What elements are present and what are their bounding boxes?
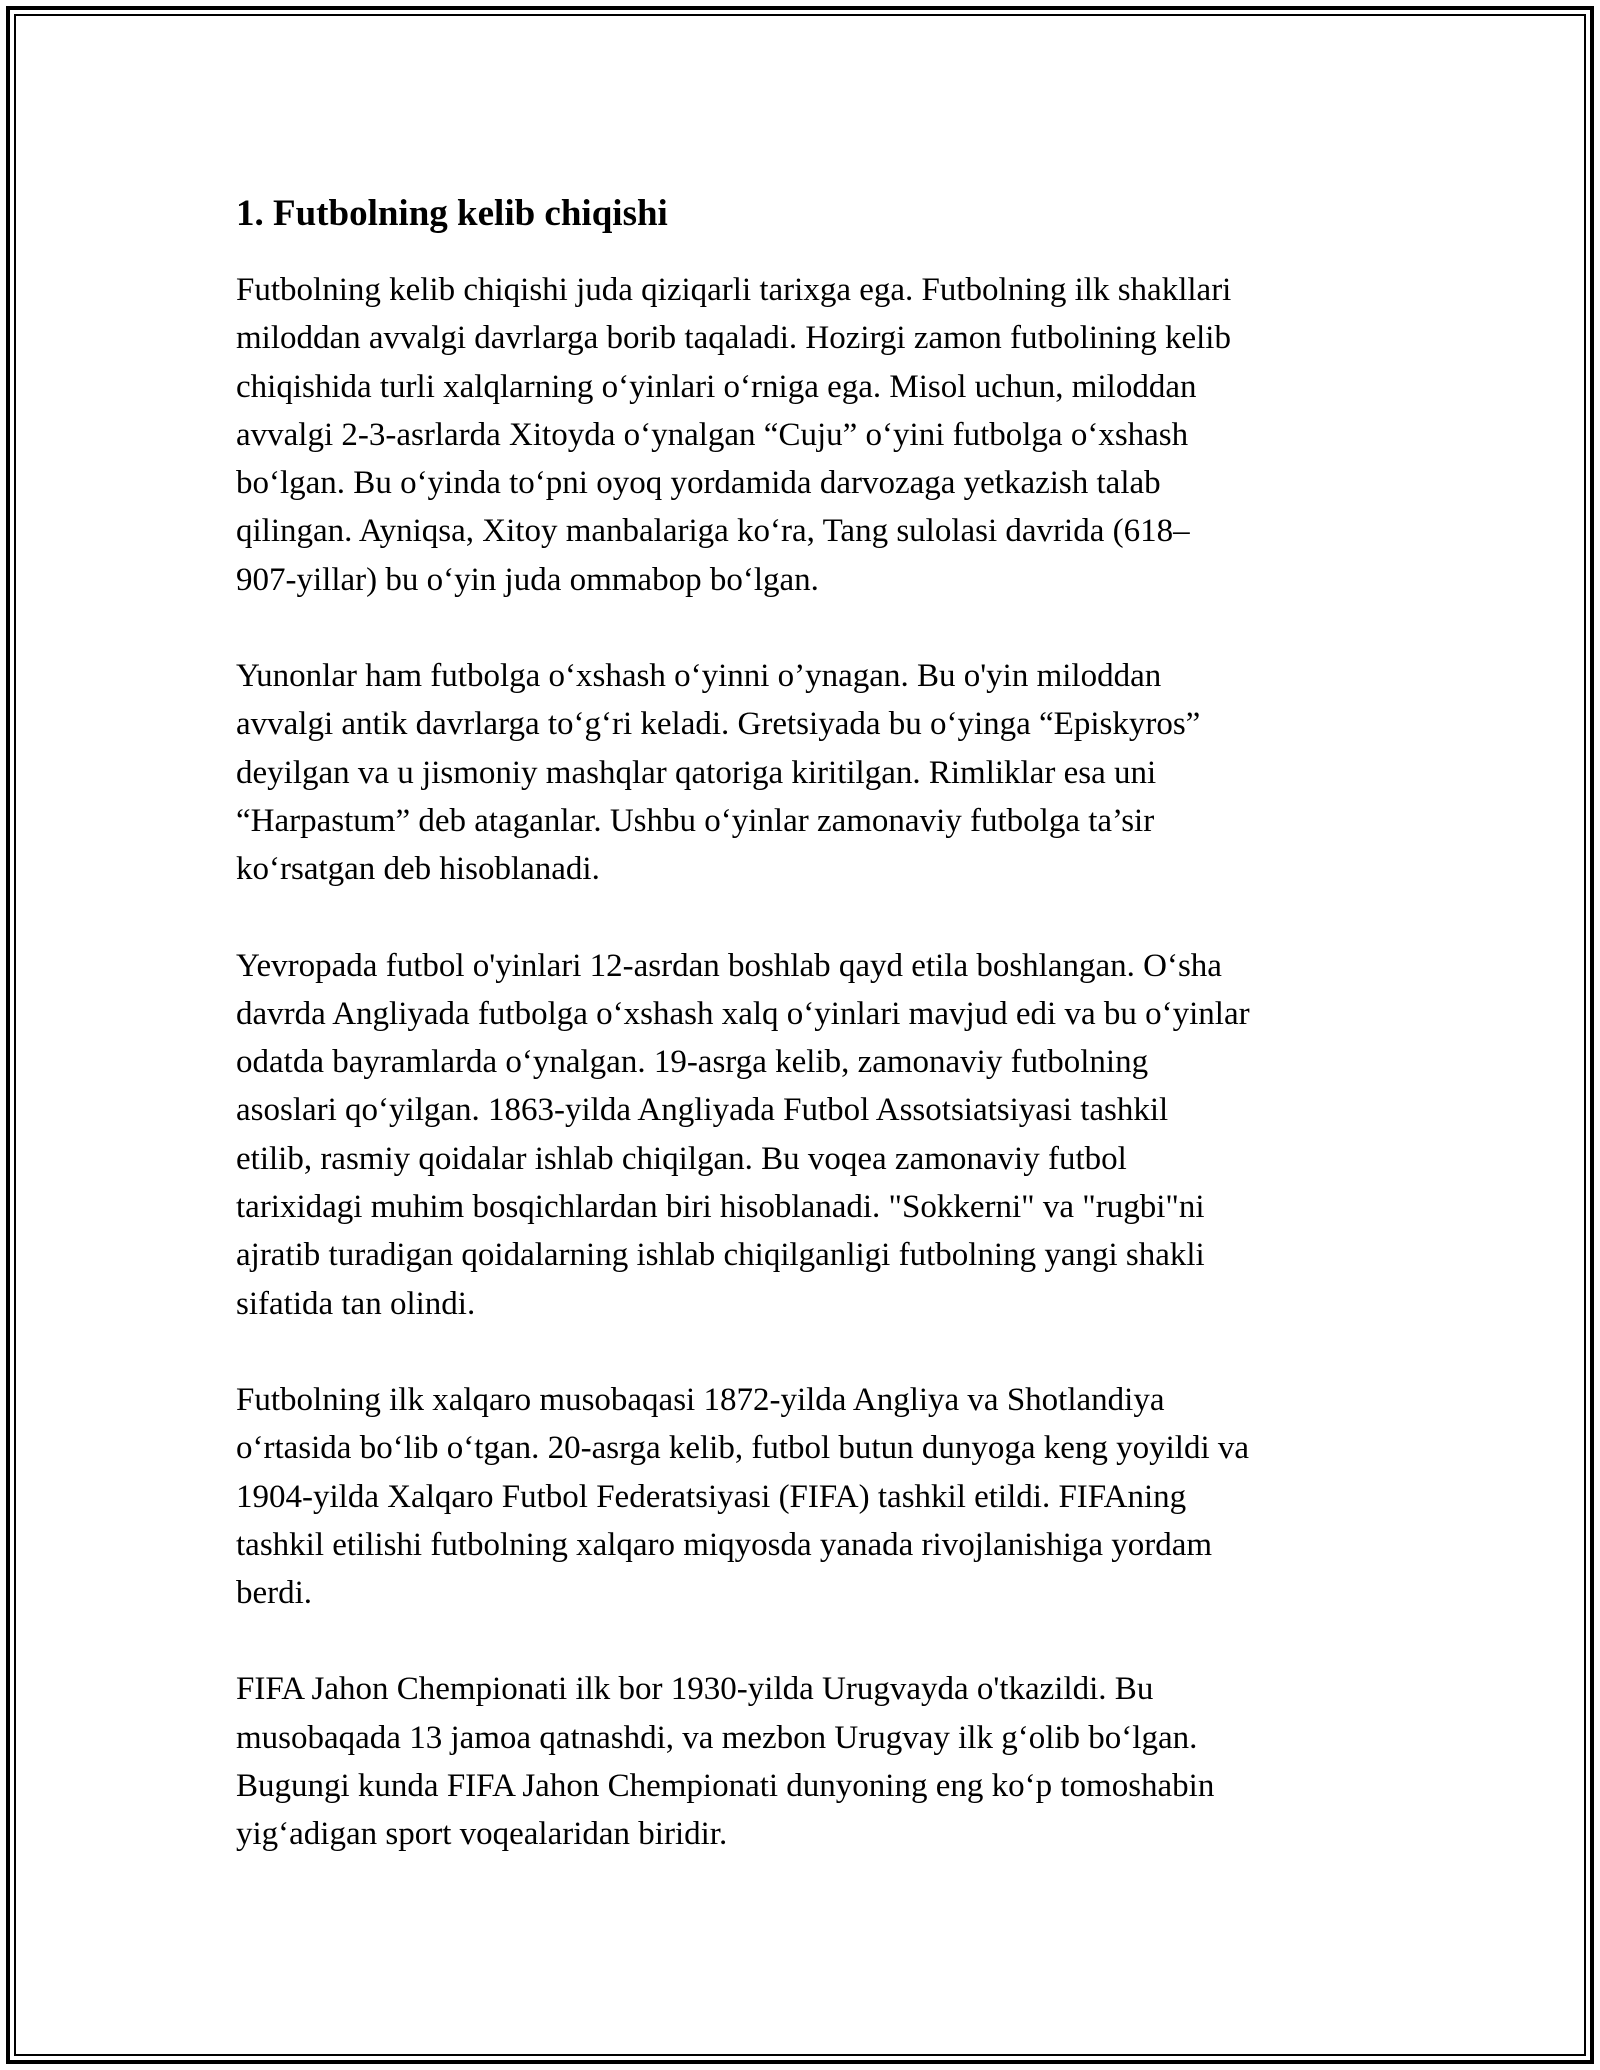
paragraph-international: Futbolning ilk xalqaro musobaqasi 1872-yilda Angliya va Shotlandiya o‘rtasida bo‘lib o‘tgan. 20-asrga kelib, futbol butun dunyoga keng yoyildi va 1904-yilda Xalqaro Futbol Federatsiyasi (FIFA) tashkil etildi. FIFAning tashkil etilishi futbolning xalqaro miqyosda yanada rivojlanishiga yordam berdi. xyxy=(236,1381,1250,1612)
paragraph-europe: Yevropada futbol o'yinlari 12-asrdan boshlab qayd etila boshlangan. O‘sha davrda Angliyada futbolga o‘xshash xalq o‘yinlari mavjud edi va bu o‘yinlar odatda bayramlarda o‘ynalgan. 19-asrga kelib, zamonaviy futbolning asoslari qo‘yilgan. 1863-yilda Angliyada Futbol Assotsiatsiyasi tashkil etilib, rasmiy qoidalar ishlab chiqilgan. Bu voqea zamonaviy futbol tarixidagi muhim bosqichlardan biri hisoblanadi. "Sokkerni" va "rugbi"ni ajratib turadigan qoidalarning ishlab chiqilganligi futbolning yangi shakli sifatida tan olindi. xyxy=(236,947,1250,1322)
paragraph-origins: Futbolning kelib chiqishi juda qiziqarli tarixga ega. Futbolning ilk shakllari miloddan avvalgi davrlarga borib taqaladi. Hozirgi zamon futbolining kelib chiqishida turli xalqlarning o‘yinlari o‘rniga ega. Misol uchun, miloddan avvalgi 2-3-asrlarda Xitoyda o‘ynalgan “Cuju” o‘yini futbolga o‘xshash bo‘lgan. Bu o‘yinda to‘pni oyoq yordamida darvozaga yetkazish talab qilingan. Ayniqsa, Xitoy manbalariga ko‘ra, Tang sulolasi davrida (618– 907-yillar) bu o‘yin juda ommabop bo‘lgan. xyxy=(236,272,1232,598)
document-body xyxy=(236,188,1376,1907)
paragraph-greece-rome: Yunonlar ham futbolga o‘xshash o‘yinni o’ynagan. Bu o'yin miloddan avvalgi antik davrlarga to‘g‘ri keladi. Gretsiyada bu o‘yinga “Episkyros” deyilgan va u jismoniy mashqlar qatoriga kiritilgan. Rimliklar esa uni “Harpastum” deb ataganlar. Ushbu o‘yinlar zamonaviy futbolga ta’sir ko‘rsatgan deb hisoblanadi. xyxy=(236,658,1201,888)
section-heading: 1. Futbolning kelib chiqishi xyxy=(236,193,668,234)
paragraph-world-cup: FIFA Jahon Chempionati ilk bor 1930-yilda Urugvayda o'tkazildi. Bu musobaqada 13 jamoa qatnashdi, va mezbon Urugvay ilk g‘olib bo‘lgan. Bugungi kunda FIFA Jahon Chempionati dunyoning eng ko‘p tomoshabin yig‘adigan sport voqealaridan biridir. xyxy=(236,1671,1215,1853)
